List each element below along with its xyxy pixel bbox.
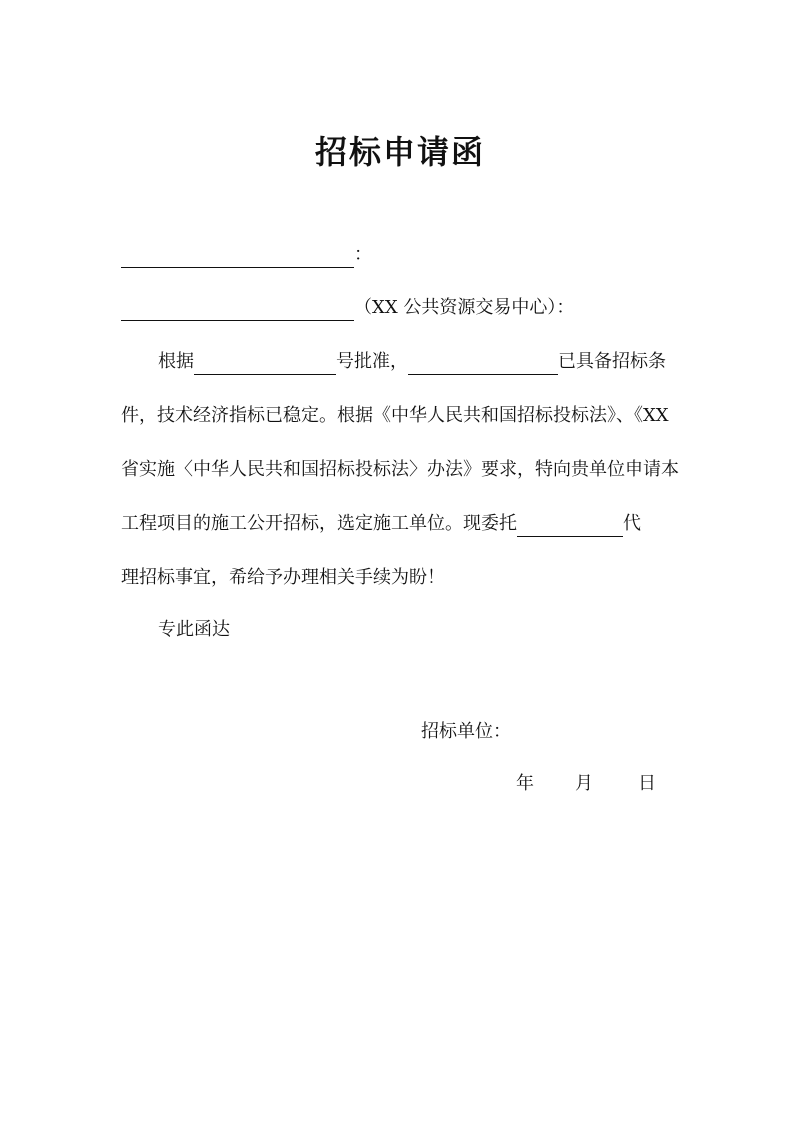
body-line-3: 省实施〈中华人民共和国招标投标法〉办法》要求，特向贵单位申请本 (121, 459, 679, 480)
addressee-blank-1 (121, 247, 354, 268)
body-line-2: 件，技术经济指标已稳定。根据《中华人民共和国招标投标法》、《XX (121, 405, 669, 426)
date-year-label: 年 (516, 773, 534, 794)
date-day-label: 日 (638, 773, 656, 794)
addressee-line-1 (121, 242, 372, 268)
addressee-line-2 (121, 295, 574, 321)
tender-unit-label: 招标单位： (421, 721, 511, 742)
closing-text: 专此函达 (158, 619, 230, 640)
body-text: 代 (623, 513, 641, 534)
body-text: 已具备招标条 (558, 351, 666, 372)
document-title: 招标申请函 (314, 133, 485, 171)
date-month-label: 月 (575, 773, 593, 794)
addressee-suffix-2: （XX 公共资源交易中心）： (354, 297, 575, 318)
addressee-suffix-1: ： (354, 244, 372, 265)
body-text: 号批准， (336, 351, 408, 372)
body-line-1 (158, 349, 666, 375)
body-line-4 (121, 511, 641, 537)
body-line-5: 理招标事宜，希给予办理相关手续为盼！ (121, 567, 445, 588)
agent-name-blank (517, 516, 623, 537)
body-text: 工程项目的施工公开招标，选定施工单位。现委托 (121, 513, 517, 534)
project-name-blank (408, 354, 558, 375)
approval-number-blank (194, 354, 336, 375)
body-text: 根据 (158, 351, 194, 372)
addressee-blank-2 (121, 300, 354, 321)
